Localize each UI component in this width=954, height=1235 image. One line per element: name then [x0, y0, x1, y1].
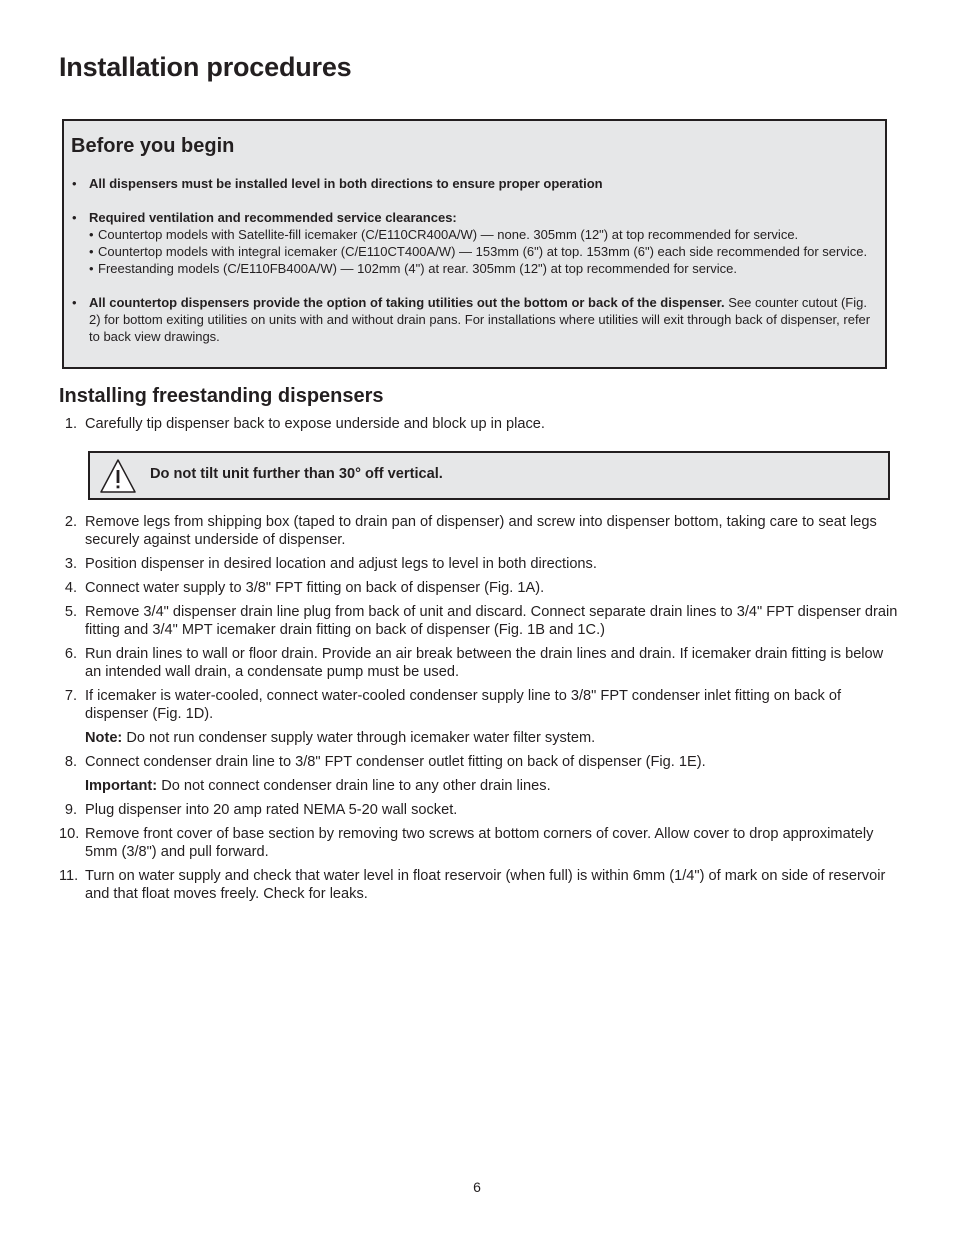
step-number: 9. — [64, 802, 77, 818]
step-1 — [59, 415, 899, 433]
note-step-7 — [59, 729, 899, 747]
step-number: 10. — [59, 826, 80, 842]
step-text: Position dispenser in desired location and adjust legs to level in both directions. — [85, 556, 597, 572]
section-title-freestanding: Installing freestanding dispensers — [59, 385, 384, 407]
step-text: Remove legs from shipping box (taped to drain pan of dispenser) and screw into dispenser bottom, taking care to seat legs securely against underside of dispenser. — [85, 514, 877, 548]
note-text: Do not run condenser supply water through icemaker water filter system. — [122, 730, 596, 746]
step-4 — [59, 579, 899, 597]
important-text: Do not connect condenser drain line to any other drain lines. — [157, 778, 551, 794]
step-number: 2. — [64, 514, 77, 530]
step-number: 6. — [64, 646, 77, 662]
page-number: 6 — [473, 1179, 481, 1195]
step-text: Turn on water supply and check that water level in float reservoir (when full) is within 6mm (1/4") of mark on side of reservoir and that float moves freely. Check for leaks. — [85, 868, 886, 902]
before-you-begin-title: Before you begin — [71, 135, 235, 157]
warning-text: Do not tilt unit further than 30° off vertical. — [150, 466, 443, 482]
step-number: 3. — [64, 556, 77, 572]
bullet-level — [71, 175, 877, 192]
sub-bullet-dot: • — [89, 227, 94, 242]
step-text: Run drain lines to wall or floor drain. Provide an air break between the drain lines and drain. If icemaker drain fitting is below an intended wall drain, a condensate pump must be used. — [85, 646, 884, 680]
steps-list-start — [59, 415, 899, 439]
warning-triangle-icon — [99, 457, 137, 495]
bullet-dot: • — [72, 295, 77, 310]
step-number: 11. — [59, 868, 79, 884]
bullet-clearances-heading: Required ventilation and recommended service clearances: — [89, 210, 457, 225]
clearance-item — [89, 226, 877, 243]
step-5 — [59, 603, 899, 639]
step-7 — [59, 687, 899, 723]
step-8 — [59, 753, 899, 771]
step-text: Connect water supply to 3/8" FPT fitting on back of dispenser (Fig. 1A). — [85, 580, 545, 596]
steps-list — [59, 513, 899, 909]
bullet-level-text: All dispensers must be installed level in both directions to ensure proper operation — [89, 176, 603, 191]
step-11 — [59, 867, 899, 903]
bullet-clearances — [71, 209, 877, 277]
step-6 — [59, 645, 899, 681]
important-label: Important: — [85, 778, 158, 794]
step-2 — [59, 513, 899, 549]
bullet-dot: • — [72, 210, 77, 225]
clearance-item-text: Countertop models with Satellite-fill icemaker (C/E110CR400A/W) — none. 305mm (12") at top recommended for service. — [98, 227, 799, 242]
step-number: 8. — [64, 754, 77, 770]
step-number: 1. — [64, 416, 77, 432]
bullet-countertop-text: See counter cutout (Fig. 2) for bottom exiting utilities on units with and without drain pans. For installations where utilities will exit through back of dispenser, refer to back view drawings. — [89, 295, 871, 344]
clearance-item-text: Countertop models with integral icemaker (C/E110CT400A/W) — 153mm (6") at top. 153mm (6") each side recommended for service. — [98, 244, 868, 259]
before-you-begin-box — [62, 119, 887, 369]
step-text: Connect condenser drain line to 3/8" FPT condenser outlet fitting on back of dispenser (Fig. 1E). — [85, 754, 706, 770]
step-text: If icemaker is water-cooled, connect water-cooled condenser supply line to 3/8" FPT condenser inlet fitting on back of dispenser (Fig. 1D). — [85, 688, 842, 722]
clearance-item — [89, 260, 877, 277]
clearance-item — [89, 243, 877, 260]
note-label: Note: — [85, 730, 123, 746]
clearance-item-text: Freestanding models (C/E110FB400A/W) — 102mm (4") at rear. 305mm (12") at top recommended for service. — [98, 261, 738, 276]
step-number: 5. — [64, 604, 77, 620]
step-number: 7. — [64, 688, 77, 704]
note-step-8 — [59, 777, 899, 795]
step-10 — [59, 825, 899, 861]
step-text: Remove front cover of base section by removing two screws at bottom corners of cover. Allow cover to drop approximately 5mm (3/8") and pull forward. — [85, 826, 874, 860]
step-text: Plug dispenser into 20 amp rated NEMA 5-20 wall socket. — [85, 802, 458, 818]
sub-bullet-dot: • — [89, 244, 94, 259]
bullet-countertop-utilities — [71, 294, 877, 345]
step-9 — [59, 801, 899, 819]
step-number: 4. — [64, 580, 77, 596]
sub-bullet-dot: • — [89, 261, 94, 276]
step-text: Carefully tip dispenser back to expose underside and block up in place. — [85, 416, 545, 432]
page-title: Installation procedures — [59, 52, 352, 82]
step-3 — [59, 555, 899, 573]
bullet-countertop-bold: All countertop dispensers provide the option of taking utilities out the bottom or back of the dispenser. — [89, 295, 725, 310]
step-text: Remove 3/4" dispenser drain line plug from back of unit and discard. Connect separate drain lines to 3/4" FPT dispenser drain fitting and 3/4" MPT icemaker drain fitting on back of dispenser (Fig. 1B and 1C.) — [85, 604, 898, 638]
warning-box — [88, 451, 890, 500]
bullet-dot: • — [72, 176, 77, 191]
